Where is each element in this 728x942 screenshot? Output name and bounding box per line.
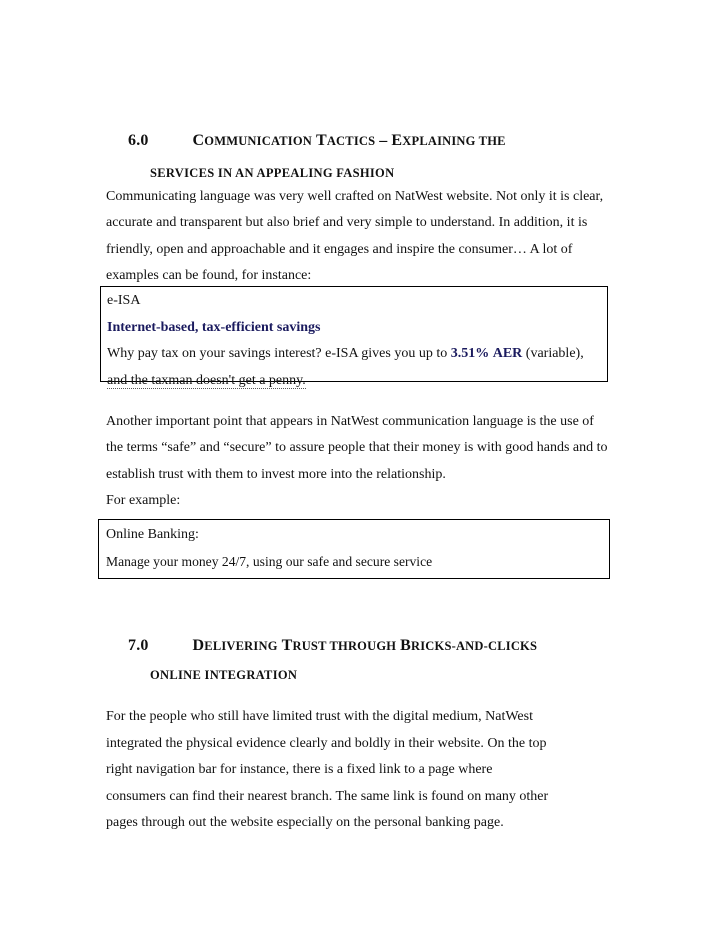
paragraph-line: Communicating language was very well crafted on NatWest website. Not only it is clear, [106,189,604,204]
section-6-title-initial-c: C [192,132,205,149]
paragraph-line: right navigation bar for instance, there is a fixed link to a page where [106,762,493,778]
paragraph-line: the terms “safe” and “secure” to assure people that their money is with good hands and to [106,440,608,456]
online-banking-example-box [98,519,610,579]
section-6-heading [128,132,506,150]
paragraph-line: establish trust with them to invest more into the relationship. [106,466,446,482]
paragraph-line: integrated the physical evidence clearly and boldly in their website. On the top [106,735,547,751]
section-6-number: 6.0 [128,132,149,149]
section-6-title-part2: ACTICS [326,134,376,148]
section-7-title-part1: ELIVERING [204,639,278,653]
section-7-title-initial-b: B [400,637,411,654]
e-isa-taxman-line [107,368,607,395]
section-7-number: 7.0 [128,637,149,654]
section-7-paragraph [106,704,666,837]
paragraph-line: examples can be found, for instance: [106,267,312,283]
e-isa-description-text: Why pay tax on your savings interest? e-ISA gives you up to [107,346,451,361]
section-7-title-part3: RICKS-AND-CLICKS [411,639,538,653]
section-7-title-part2: RUST THROUGH [292,639,397,653]
e-isa-tagline: Internet-based, tax-efficient savings [107,319,321,335]
online-banking-title: Online Banking: [106,527,199,542]
section-6-subtitle: SERVICES IN AN APPEALING FASHION [150,166,395,180]
paragraph-line: For example: [106,492,181,508]
section-6-paragraph-2 [106,409,686,514]
e-isa-product-name: e-ISA [107,293,141,308]
section-7-title-initial-t: T [281,637,293,654]
section-6-title-initial-t: T [315,132,327,149]
section-7-subtitle: ONLINE INTEGRATION [150,668,298,682]
section-6-title-part1: OMMUNICATION [204,134,312,148]
online-banking-description: Manage your money 24/7, using our safe and secure service [106,553,433,569]
e-isa-description [107,341,607,368]
section-6-paragraph [106,184,686,289]
section-7-heading [128,637,537,655]
paragraph-line: pages through out the website especially on the personal banking page. [106,815,504,831]
paragraph-line: friendly, open and approachable and it engages and inspire the consumer… A lot of [106,241,573,257]
paragraph-line: For the people who still have limited trust with the digital medium, NatWest [106,709,533,724]
section-6-title-dash: – [379,132,388,149]
section-6-title-initial-e: E [391,132,403,149]
paragraph-line: Another important point that appears in NatWest communication language is the use of [106,414,594,429]
paragraph-line: accurate and transparent but also brief and very simple to understand. In addition, it is [106,215,588,231]
e-isa-variable: (variable), [522,346,584,361]
e-isa-rate: 3.51% [450,346,490,361]
e-isa-aer: AER [492,346,523,361]
section-7-title-initial-d: D [192,637,205,654]
e-isa-taxman-text: and the taxman doesn't get a penny. [107,372,306,388]
section-6-title-part3: XPLAINING THE [402,134,506,148]
e-isa-example-box [100,286,608,388]
paragraph-line: consumers can find their nearest branch. The same link is found on many other [106,788,549,804]
